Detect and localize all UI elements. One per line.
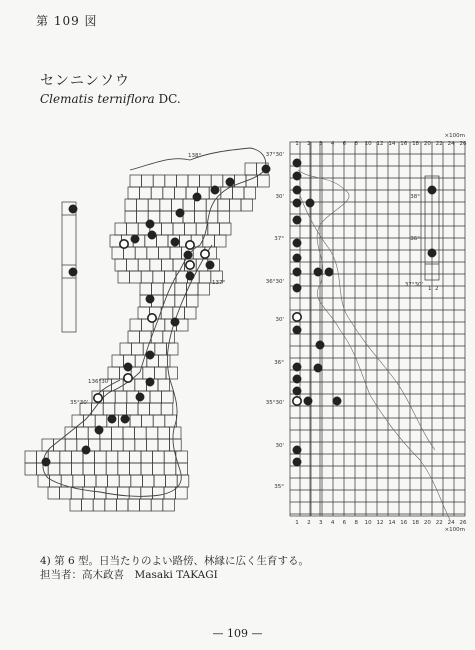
grid-cell — [119, 475, 131, 487]
x-tick-top: 14 — [388, 141, 396, 147]
grid-cell — [164, 271, 176, 283]
x-tick-bottom: 14 — [388, 520, 396, 526]
occurrence-dot-filled — [146, 351, 154, 359]
occurrence-dot-filled — [428, 249, 436, 257]
grid-cell — [151, 187, 163, 199]
grid-cell — [142, 175, 154, 187]
grid-cell — [151, 499, 163, 511]
occurrence-dot-filled — [293, 186, 301, 194]
lat-label: 37°30' — [265, 152, 284, 158]
occurrence-dot-filled — [293, 326, 301, 334]
grid-cell — [112, 379, 124, 391]
grid-cell — [115, 403, 127, 415]
grid-cell — [50, 475, 62, 487]
grid-cell — [65, 427, 77, 439]
grid-cell — [140, 499, 152, 511]
grid-cell — [173, 307, 185, 319]
lat-label: 36° — [274, 360, 284, 366]
grid-cell — [174, 187, 186, 199]
x-tick-bottom: 1 — [295, 520, 299, 526]
occurrence-dot-filled — [293, 172, 301, 180]
grid-cell — [112, 439, 124, 451]
grid-cell — [153, 415, 165, 427]
occurrence-dot-filled — [293, 199, 301, 207]
x-tick-top: 12 — [376, 141, 384, 147]
lat-label: 36°30' — [265, 279, 284, 285]
grid-cell — [141, 487, 153, 499]
grid-cell — [126, 403, 138, 415]
occurrence-dot-filled — [211, 186, 219, 194]
grid-cell — [125, 211, 137, 223]
grid-cell — [161, 307, 173, 319]
grid-cell — [173, 223, 185, 235]
x-tick-top: 6 — [342, 141, 347, 147]
grid-cell — [164, 463, 176, 475]
grid-cell — [188, 175, 200, 187]
grid-cell — [161, 403, 173, 415]
occurrence-dot-filled — [306, 199, 314, 207]
caption-note: 4) 第 6 型。日当たりのよい路傍、林縁に広く生育する。 — [40, 555, 309, 567]
grid-cell — [218, 199, 230, 211]
grid-cell — [155, 343, 167, 355]
inset-axis-label: 2 — [435, 286, 439, 292]
grid-cell — [160, 211, 172, 223]
grid-cell — [229, 199, 241, 211]
grid-cell — [143, 367, 155, 379]
grid-cell — [195, 211, 207, 223]
x-tick-bottom: 3 — [318, 520, 323, 526]
grid-cell — [106, 463, 118, 475]
grid-cell — [112, 355, 124, 367]
occurrence-dot-filled — [226, 178, 234, 186]
grid-cell — [93, 499, 105, 511]
occurrence-dot-open — [120, 240, 128, 248]
x-tick-bottom: 6 — [342, 520, 347, 526]
grid-cell — [153, 463, 165, 475]
grid-cell — [135, 247, 147, 259]
grid-cell — [130, 319, 142, 331]
x-tick-bottom: 2 — [307, 520, 311, 526]
grid-cell — [82, 499, 94, 511]
occurrence-dot-filled — [148, 231, 156, 239]
lat-label: 30' — [275, 317, 284, 323]
caption-author: 担当者：高木政喜 Masaki TAKAGI — [40, 569, 218, 581]
grid-cell — [165, 175, 177, 187]
grid-cell — [158, 439, 170, 451]
grid-cell — [130, 271, 142, 283]
grid-cell — [131, 475, 143, 487]
grid-cell — [199, 271, 211, 283]
occurrence-dot-filled — [69, 205, 77, 213]
occurrence-dot-open — [148, 314, 156, 322]
grid-cell — [154, 475, 166, 487]
x-tick-top: 2 — [307, 141, 311, 147]
occurrence-dot-filled — [82, 446, 90, 454]
lat-label: 30' — [275, 194, 284, 200]
grid-cell — [176, 463, 188, 475]
grid-cell — [152, 283, 164, 295]
grid-cell — [108, 367, 120, 379]
x-tick-top: 3 — [318, 141, 323, 147]
occurrence-dot-open — [293, 397, 301, 405]
grid-cell — [166, 475, 178, 487]
grid-cell — [161, 223, 173, 235]
x-axis-bottom — [295, 520, 467, 526]
grid-cell — [258, 175, 270, 187]
grid-cell — [95, 463, 107, 475]
grid-cell — [129, 451, 141, 463]
x-tick-bottom: 16 — [400, 520, 408, 526]
grid-cell — [141, 271, 153, 283]
grid-cell — [200, 175, 212, 187]
occurrence-dot-filled — [69, 268, 77, 276]
grid-cell — [70, 499, 82, 511]
x-tick-top: 20 — [423, 141, 431, 147]
occurrence-dot-filled — [176, 209, 184, 217]
grid-cell — [77, 427, 89, 439]
grid-cell — [106, 451, 118, 463]
grid-cell — [112, 247, 124, 259]
grid-cell — [60, 463, 72, 475]
grid-cell — [162, 391, 174, 403]
grid-cell — [158, 355, 170, 367]
grid-cell — [219, 223, 231, 235]
grid-cell — [135, 427, 147, 439]
occurrence-dot-filled — [95, 426, 103, 434]
occurrence-dot-filled — [184, 251, 192, 259]
grid-cell — [198, 283, 210, 295]
x-tick-bottom: 24 — [447, 520, 455, 526]
x-axis-top — [295, 141, 467, 147]
occurrence-dot-filled — [186, 272, 194, 280]
grid-cell — [232, 187, 244, 199]
grid-cell — [141, 463, 153, 475]
grid-cell — [84, 475, 96, 487]
grid-cell — [60, 451, 72, 463]
grid-cell — [161, 259, 173, 271]
grid-cell — [125, 199, 137, 211]
grid-cell — [153, 451, 165, 463]
authority: DC. — [158, 92, 181, 106]
grid-cell — [140, 187, 152, 199]
grid-cell — [25, 463, 37, 475]
grid-cell — [153, 175, 165, 187]
grid-cell — [152, 487, 164, 499]
grid-cell — [96, 475, 108, 487]
unit-bottom: ×100m — [444, 527, 465, 533]
inset-axis-label: 1 — [428, 286, 432, 292]
grid-cell — [95, 451, 107, 463]
grid-cell — [185, 223, 197, 235]
species-japanese-name: センニンソウ — [40, 73, 130, 89]
genus: Clematis — [40, 92, 94, 106]
occurrence-dot-open — [186, 261, 194, 269]
lon-label: 136°30' — [88, 379, 110, 385]
grid-cell — [130, 415, 142, 427]
x-tick-bottom: 26 — [459, 520, 467, 526]
grid-cell — [158, 379, 170, 391]
grid-cell — [140, 283, 152, 295]
occurrence-dot-open — [124, 374, 132, 382]
occurrence-dot-filled — [314, 268, 322, 276]
x-tick-bottom: 8 — [354, 520, 359, 526]
grid-cell — [84, 415, 96, 427]
occurrence-dot-filled — [293, 268, 301, 276]
occurrence-dot-filled — [131, 235, 139, 243]
x-tick-top: 22 — [435, 141, 443, 147]
occurrence-dot-filled — [171, 238, 179, 246]
grid-cell — [169, 427, 181, 439]
grid-cell — [234, 175, 246, 187]
map-grid — [25, 142, 465, 516]
grid-cell — [146, 439, 158, 451]
x-tick-bottom: 18 — [412, 520, 420, 526]
occurrence-dot-filled — [293, 387, 301, 395]
x-tick-top: 10 — [364, 141, 372, 147]
occurrence-dot-filled — [262, 165, 270, 173]
epithet: terniflora — [97, 92, 155, 106]
inset-bottom-label: 37°30' — [404, 282, 423, 288]
occurrence-dot-filled — [293, 254, 301, 262]
grid-cell — [158, 247, 170, 259]
grid-cell — [211, 175, 223, 187]
grid-cell — [214, 235, 226, 247]
occurrence-dot-open — [293, 313, 301, 321]
occurrence-dot-filled — [293, 458, 301, 466]
grid-cell — [129, 463, 141, 475]
occurrence-dot-filled — [293, 239, 301, 247]
grid-cell — [163, 331, 175, 343]
grid-cell — [111, 427, 123, 439]
occurrence-dot-filled — [206, 261, 214, 269]
occurrence-dot-filled — [108, 415, 116, 423]
grid-cell — [38, 475, 50, 487]
grid-cell — [183, 199, 195, 211]
grid-cell — [176, 487, 188, 499]
occurrence-dot-filled — [171, 318, 179, 326]
x-tick-bottom: 10 — [364, 520, 372, 526]
x-tick-bottom: 4 — [330, 520, 335, 526]
grid-cell — [132, 343, 144, 355]
x-tick-bottom: 20 — [423, 520, 431, 526]
grid-cell — [138, 259, 150, 271]
grid-cell — [71, 463, 83, 475]
grid-cell — [105, 499, 117, 511]
grid-cell — [164, 451, 176, 463]
x-tick-top: 4 — [330, 141, 335, 147]
grid-cell — [141, 451, 153, 463]
grid-cell — [142, 415, 154, 427]
occurrence-dot-open — [186, 241, 194, 249]
grid-cell — [244, 187, 256, 199]
grid-cell — [108, 475, 120, 487]
grid-cell — [170, 439, 182, 451]
grid-cell — [115, 259, 127, 271]
grid-cell — [128, 331, 140, 343]
grid-cell — [160, 199, 172, 211]
grid-cell — [71, 451, 83, 463]
x-tick-top: 26 — [459, 141, 467, 147]
lat-label: 30' — [275, 443, 284, 449]
grid-cell — [118, 271, 130, 283]
grid-cell — [118, 463, 130, 475]
grid-cell — [163, 283, 175, 295]
grid-cell — [103, 403, 115, 415]
grid-cell — [140, 331, 152, 343]
grid-cell — [127, 259, 139, 271]
grid-cell — [203, 235, 215, 247]
occurrence-dot-filled — [146, 220, 154, 228]
grid-cell — [123, 427, 135, 439]
occurrence-dot-filled — [316, 341, 324, 349]
lon-label: 35°30' — [70, 400, 89, 406]
occurrence-dot-filled — [121, 415, 129, 423]
grid-cell — [138, 403, 150, 415]
occurrence-dot-filled — [293, 159, 301, 167]
grid-cell — [176, 175, 188, 187]
grid-cell — [186, 295, 198, 307]
grid-cell — [208, 223, 220, 235]
grid-cell — [65, 439, 77, 451]
occurrence-dot-filled — [293, 216, 301, 224]
grid-cell — [158, 427, 170, 439]
grid-cell — [150, 391, 162, 403]
grid-cell — [148, 199, 160, 211]
lat-label: 35°30' — [265, 400, 284, 406]
grid-cell — [118, 487, 130, 499]
x-tick-top: 8 — [354, 141, 359, 147]
grid-cell — [130, 175, 142, 187]
occurrence-dot-filled — [193, 193, 201, 201]
grid-cell — [156, 235, 168, 247]
grid-cell — [115, 223, 127, 235]
grid-cell — [154, 367, 166, 379]
page-number: — 109 — — [212, 627, 263, 640]
x-tick-bottom: 22 — [435, 520, 443, 526]
occurrence-dot-filled — [293, 284, 301, 292]
occurrence-dot-filled — [428, 186, 436, 194]
grid-cell — [48, 487, 60, 499]
grid-cell — [142, 475, 154, 487]
occurrence-dot-filled — [293, 375, 301, 383]
grid-cell — [83, 487, 95, 499]
lon-label: 138° — [188, 153, 202, 159]
x-tick-top: 24 — [447, 141, 455, 147]
grid-cell — [120, 343, 132, 355]
x-tick-bottom: 12 — [376, 520, 384, 526]
grid-cell — [129, 487, 141, 499]
grid-cell — [73, 475, 85, 487]
unit-top: ×100m — [444, 133, 465, 139]
grid-cell — [83, 463, 95, 475]
grid-cell — [146, 427, 158, 439]
grid-cell — [118, 451, 130, 463]
grid-cell — [135, 379, 147, 391]
occurrence-dot-open — [201, 250, 209, 258]
grid-cell — [147, 247, 159, 259]
occurrence-dot-filled — [333, 397, 341, 405]
grid-cell — [135, 439, 147, 451]
lat-label: 35° — [274, 484, 284, 490]
x-tick-top: 18 — [412, 141, 420, 147]
occurrence-dot-filled — [42, 458, 50, 466]
grid-cell — [241, 199, 253, 211]
grid-cell — [48, 463, 60, 475]
inset-lat-label: 38° — [410, 194, 420, 200]
occurrence-dot-filled — [136, 393, 144, 401]
occurrence-dot-open — [94, 394, 102, 402]
grid-cell — [127, 223, 139, 235]
occurrence-dot-filled — [124, 363, 132, 371]
grid-cell — [184, 307, 196, 319]
grid-cell — [170, 247, 182, 259]
grid-cell — [163, 187, 175, 199]
occurrence-dot-filled — [146, 378, 154, 386]
grid-cell — [115, 391, 127, 403]
grid-cell — [245, 163, 257, 175]
grid-cell — [150, 259, 162, 271]
grid-cell — [218, 211, 230, 223]
grid-cell — [116, 499, 128, 511]
occurrence-dot-filled — [293, 363, 301, 371]
x-tick-top: 1 — [295, 141, 299, 147]
grid-cell — [175, 283, 187, 295]
lat-label: 37° — [274, 236, 284, 242]
grid-cell — [25, 451, 37, 463]
occurrence-dot-filled — [325, 268, 333, 276]
grid-cell — [128, 499, 140, 511]
grid-cell — [163, 499, 175, 511]
left-inset-frame — [62, 202, 76, 332]
grid-cell — [95, 415, 107, 427]
occurrence-dot-filled — [314, 364, 322, 372]
inset-maps — [62, 176, 439, 332]
grid-cell — [42, 439, 54, 451]
grid-cell — [137, 199, 149, 211]
grid-cell — [137, 211, 149, 223]
figure-number: 第 109 図 — [36, 14, 98, 28]
occurrence-dot-filled — [304, 397, 312, 405]
grid-cell — [183, 211, 195, 223]
grid-cell — [153, 271, 165, 283]
grid-cell — [164, 487, 176, 499]
x-tick-top: 16 — [400, 141, 408, 147]
grid-cell — [60, 487, 72, 499]
occurrence-dot-filled — [146, 295, 154, 303]
grid-cell — [128, 187, 140, 199]
grid-cell — [150, 403, 162, 415]
grid-cell — [100, 439, 112, 451]
inset-lat-label: 36° — [410, 236, 420, 242]
occurrence-dot-filled — [293, 446, 301, 454]
lon-label: 137° — [212, 280, 226, 286]
grid-cell — [123, 439, 135, 451]
